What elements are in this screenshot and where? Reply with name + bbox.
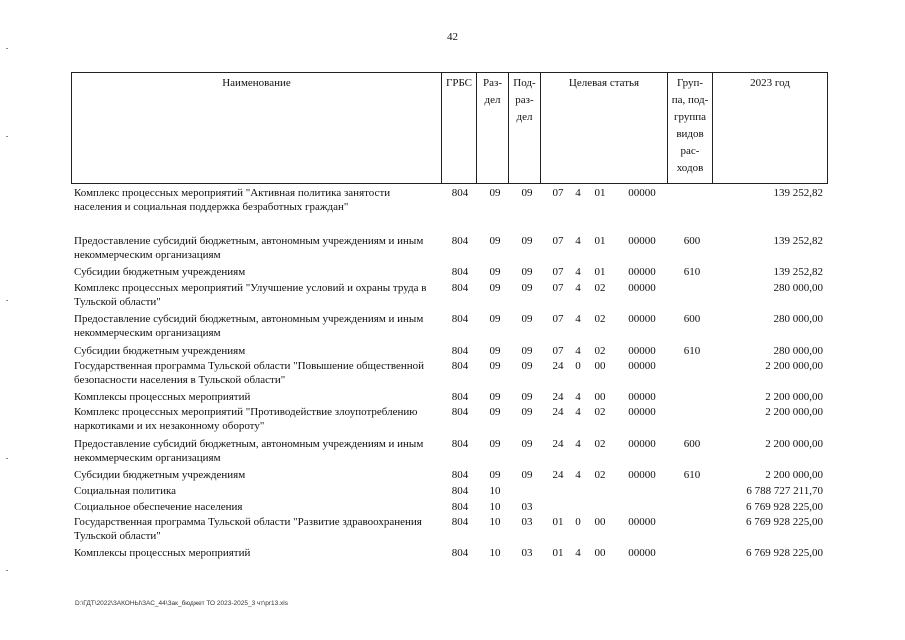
row-podrazdel: 03 <box>521 547 533 559</box>
row-target-program: 07 <box>552 266 564 278</box>
row-target-event: 02 <box>594 406 606 418</box>
row-target-code: 00000 <box>628 187 656 199</box>
margin-mark <box>6 136 8 137</box>
row-target-event: 02 <box>594 282 606 294</box>
row-target-event: 02 <box>594 469 606 481</box>
row-podrazdel: 09 <box>521 391 533 403</box>
row-razdel: 10 <box>489 501 501 513</box>
row-grbs: 804 <box>451 516 469 528</box>
row-amount: 139 252,82 <box>773 266 823 278</box>
row-amount: 2 200 000,00 <box>765 360 823 372</box>
row-target-type: 4 <box>575 438 581 450</box>
row-name: Субсидии бюджетным учреждениям <box>74 469 246 481</box>
row-amount: 280 000,00 <box>773 345 823 357</box>
margin-mark <box>6 48 8 49</box>
table-row <box>0 281 905 311</box>
row-target-code: 00000 <box>628 235 656 247</box>
row-amount: 2 200 000,00 <box>765 438 823 450</box>
row-target-code: 00000 <box>628 469 656 481</box>
row-target-type: 4 <box>575 282 581 294</box>
row-amount: 6 788 727 211,70 <box>746 485 823 497</box>
row-name: Комплекс процессных мероприятий "Активная политика занятости населения и социальная поддержка безработных граждан" <box>74 187 391 213</box>
row-podrazdel: 09 <box>521 282 533 294</box>
row-razdel: 09 <box>489 235 501 247</box>
table-row <box>0 186 905 216</box>
file-path: D:\ГДТ\2022\ЗАКОНЫ\ЗАС_44\Зак_бюджет ТО 2023-2025_3 чт\pr13.xls <box>75 600 288 607</box>
row-name: Субсидии бюджетным учреждениям <box>74 345 246 357</box>
row-target-program: 07 <box>552 187 564 199</box>
row-razdel: 09 <box>489 187 501 199</box>
row-name: Государственная программа Тульской области "Развитие здравоохранения Тульской области" <box>74 516 422 542</box>
row-target-program: 01 <box>552 547 564 559</box>
row-target-code: 00000 <box>628 266 656 278</box>
row-target-type: 4 <box>575 469 581 481</box>
row-target-type: 4 <box>575 187 581 199</box>
row-target-type: 4 <box>575 235 581 247</box>
row-grbs: 804 <box>451 438 469 450</box>
row-grbs: 804 <box>451 345 469 357</box>
row-razdel: 09 <box>489 313 501 325</box>
row-razdel: 09 <box>489 391 501 403</box>
row-podrazdel: 09 <box>521 360 533 372</box>
row-podrazdel: 09 <box>521 345 533 357</box>
row-target-program: 24 <box>552 469 564 481</box>
header-podrazdel: Под- раз- дел <box>508 73 540 183</box>
row-name: Предоставление субсидий бюджетным, автономным учреждениям и иным некоммерческим организациям <box>74 438 424 464</box>
margin-mark <box>6 570 8 571</box>
row-name: Предоставление субсидий бюджетным, автономным учреждениям и иным некоммерческим организациям <box>74 235 424 261</box>
row-grbs: 804 <box>451 282 469 294</box>
row-podrazdel: 09 <box>521 469 533 481</box>
row-amount: 2 200 000,00 <box>765 469 823 481</box>
row-grbs: 804 <box>451 469 469 481</box>
row-amount: 2 200 000,00 <box>765 391 823 403</box>
row-name: Комплекс процессных мероприятий "Улучшение условий и охраны труда в Тульской области" <box>74 282 427 308</box>
table-row <box>0 234 905 264</box>
row-razdel: 09 <box>489 438 501 450</box>
row-amount: 2 200 000,00 <box>765 406 823 418</box>
margin-mark <box>6 300 8 301</box>
row-target-event: 00 <box>594 516 606 528</box>
header-target: Целевая статья <box>540 73 667 183</box>
row-name: Государственная программа Тульской области "Повышение общественной безопасности населения в Тульской области" <box>74 360 424 386</box>
row-razdel: 10 <box>489 485 501 497</box>
table-row <box>0 359 905 389</box>
row-amount: 280 000,00 <box>773 313 823 325</box>
row-target-event: 00 <box>594 391 606 403</box>
row-razdel: 10 <box>489 547 501 559</box>
row-target-code: 00000 <box>628 345 656 357</box>
row-amount: 280 000,00 <box>773 282 823 294</box>
row-name: Социальная политика <box>74 485 177 497</box>
header-vid: Груп- па, под- группа видов рас- ходов <box>667 73 712 183</box>
row-razdel: 10 <box>489 516 501 528</box>
row-target-program: 24 <box>552 391 564 403</box>
row-target-type: 4 <box>575 345 581 357</box>
row-grbs: 804 <box>451 266 469 278</box>
row-name: Комплекс процессных мероприятий "Противодействие злоупотреблению наркотиками и их незаконному обороту" <box>74 406 418 432</box>
table-row <box>0 546 905 576</box>
row-name: Комплексы процессных мероприятий <box>74 391 251 403</box>
header-year: 2023 год <box>712 73 828 183</box>
row-amount: 139 252,82 <box>773 187 823 199</box>
row-podrazdel: 09 <box>521 187 533 199</box>
row-razdel: 09 <box>489 406 501 418</box>
row-razdel: 09 <box>489 469 501 481</box>
row-target-type: 4 <box>575 266 581 278</box>
row-grbs: 804 <box>451 187 469 199</box>
row-target-type: 4 <box>575 406 581 418</box>
header-name: Наименование <box>71 73 441 183</box>
row-target-program: 07 <box>552 282 564 294</box>
row-amount: 139 252,82 <box>773 235 823 247</box>
page-number: 42 <box>447 31 458 43</box>
row-grbs: 804 <box>451 360 469 372</box>
row-grbs: 804 <box>451 547 469 559</box>
row-podrazdel: 09 <box>521 266 533 278</box>
row-target-code: 00000 <box>628 282 656 294</box>
row-target-program: 24 <box>552 406 564 418</box>
row-target-code: 00000 <box>628 438 656 450</box>
row-podrazdel: 03 <box>521 516 533 528</box>
row-target-event: 02 <box>594 345 606 357</box>
row-expense-type: 600 <box>683 438 701 450</box>
row-name: Субсидии бюджетным учреждениям <box>74 266 246 278</box>
row-expense-type: 600 <box>683 313 701 325</box>
row-target-code: 00000 <box>628 547 656 559</box>
row-grbs: 804 <box>451 391 469 403</box>
row-target-type: 4 <box>575 547 581 559</box>
row-podrazdel: 09 <box>521 235 533 247</box>
row-expense-type: 610 <box>683 266 701 278</box>
row-target-event: 02 <box>594 438 606 450</box>
row-podrazdel: 09 <box>521 313 533 325</box>
row-target-type: 0 <box>575 516 581 528</box>
table-row <box>0 437 905 467</box>
row-razdel: 09 <box>489 345 501 357</box>
row-target-code: 00000 <box>628 406 656 418</box>
header-grbs: ГРБС <box>441 73 476 183</box>
row-grbs: 804 <box>451 406 469 418</box>
margin-mark <box>6 458 8 459</box>
row-target-event: 01 <box>594 235 606 247</box>
table-row <box>0 515 905 545</box>
table-row <box>0 312 905 342</box>
row-target-code: 00000 <box>628 391 656 403</box>
row-target-program: 24 <box>552 438 564 450</box>
row-razdel: 09 <box>489 282 501 294</box>
row-amount: 6 769 928 225,00 <box>746 516 823 528</box>
row-target-event: 01 <box>594 187 606 199</box>
row-target-program: 24 <box>552 360 564 372</box>
row-podrazdel: 03 <box>521 501 533 513</box>
row-name: Предоставление субсидий бюджетным, автономным учреждениям и иным некоммерческим организациям <box>74 313 424 339</box>
row-expense-type: 610 <box>683 345 701 357</box>
row-target-type: 4 <box>575 391 581 403</box>
row-target-program: 07 <box>552 235 564 247</box>
row-target-event: 02 <box>594 313 606 325</box>
table-row <box>0 405 905 435</box>
row-grbs: 804 <box>451 235 469 247</box>
row-amount: 6 769 928 225,00 <box>746 547 823 559</box>
row-target-program: 01 <box>552 516 564 528</box>
row-target-type: 0 <box>575 360 581 372</box>
row-target-type: 4 <box>575 313 581 325</box>
row-name: Комплексы процессных мероприятий <box>74 547 251 559</box>
row-target-event: 00 <box>594 547 606 559</box>
row-podrazdel: 09 <box>521 438 533 450</box>
row-target-event: 00 <box>594 360 606 372</box>
row-razdel: 09 <box>489 266 501 278</box>
row-target-program: 07 <box>552 345 564 357</box>
row-expense-type: 600 <box>683 235 701 247</box>
row-amount: 6 769 928 225,00 <box>746 501 823 513</box>
row-expense-type: 610 <box>683 469 701 481</box>
row-name: Социальное обеспечение населения <box>74 501 243 513</box>
row-target-program: 07 <box>552 313 564 325</box>
row-target-code: 00000 <box>628 516 656 528</box>
row-target-event: 01 <box>594 266 606 278</box>
row-podrazdel: 09 <box>521 406 533 418</box>
row-target-code: 00000 <box>628 360 656 372</box>
row-grbs: 804 <box>451 485 469 497</box>
row-razdel: 09 <box>489 360 501 372</box>
row-grbs: 804 <box>451 313 469 325</box>
row-target-code: 00000 <box>628 313 656 325</box>
header-razdel: Раз- дел <box>476 73 508 183</box>
row-grbs: 804 <box>451 501 469 513</box>
